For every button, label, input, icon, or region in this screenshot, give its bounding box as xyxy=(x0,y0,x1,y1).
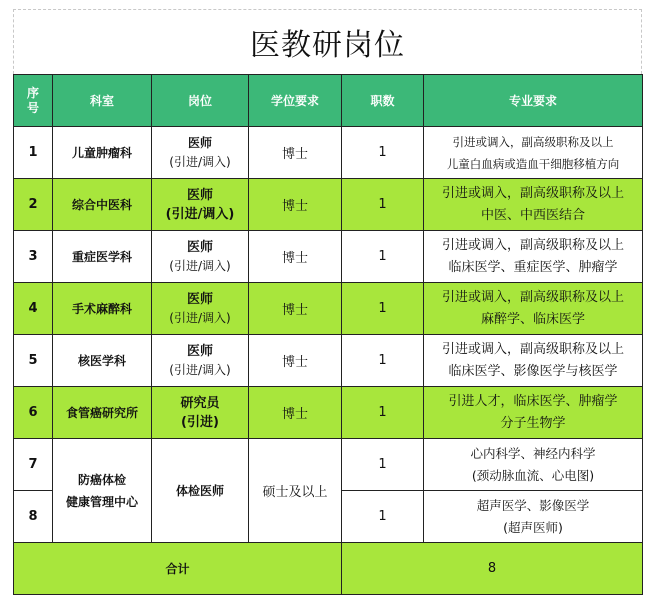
table-row xyxy=(14,283,643,335)
header-dept: 科室 xyxy=(53,75,152,127)
merged-post: 体检医师 xyxy=(152,439,249,543)
total-row xyxy=(14,543,643,595)
row-degree: 博士 xyxy=(249,179,342,231)
row-no: 3 xyxy=(14,231,53,283)
row-dept: 核医学科 xyxy=(53,335,152,387)
table-row xyxy=(14,179,643,231)
header-row xyxy=(14,75,643,127)
row-dept: 综合中医科 xyxy=(53,179,152,231)
header-degree: 学位要求 xyxy=(249,75,342,127)
total-value: 8 xyxy=(342,543,643,595)
positions-table xyxy=(13,74,643,595)
row-dept: 食管癌研究所 xyxy=(53,387,152,439)
row-dept: 儿童肿瘤科 xyxy=(53,127,152,179)
table-row xyxy=(14,231,643,283)
table-row xyxy=(14,387,643,439)
row-count: 1 xyxy=(342,231,424,283)
row-no: 5 xyxy=(14,335,53,387)
row-post: 医师 (引进/调入) xyxy=(152,179,249,231)
row-dept: 手术麻醉科 xyxy=(53,283,152,335)
header-req: 专业要求 xyxy=(424,75,643,127)
row-dept: 重症医学科 xyxy=(53,231,152,283)
table-row xyxy=(14,335,643,387)
table-row xyxy=(14,439,643,491)
row-req: 引进或调入，副高级职称及以上 中医、中西医结合 xyxy=(424,179,643,231)
row-count: 1 xyxy=(342,491,424,543)
row-count: 1 xyxy=(342,179,424,231)
row-req: 超声医学、影像医学 (超声医师) xyxy=(424,491,643,543)
row-req: 引进人才，临床医学、肿瘤学 分子生物学 xyxy=(424,387,643,439)
row-degree: 博士 xyxy=(249,127,342,179)
row-degree: 博士 xyxy=(249,283,342,335)
total-label: 合计 xyxy=(14,543,342,595)
row-count: 1 xyxy=(342,335,424,387)
row-post: 医师 (引进/调入) xyxy=(152,231,249,283)
row-count: 1 xyxy=(342,127,424,179)
header-post: 岗位 xyxy=(152,75,249,127)
row-post: 医师 (引进/调入) xyxy=(152,283,249,335)
row-post: 医师 (引进/调入) xyxy=(152,335,249,387)
row-no: 7 xyxy=(14,439,53,491)
table-row xyxy=(14,127,643,179)
row-post: 研究员 (引进) xyxy=(152,387,249,439)
row-count: 1 xyxy=(342,439,424,491)
row-degree: 博士 xyxy=(249,387,342,439)
row-req: 引进或调入，副高级职称及以上 麻醉学、临床医学 xyxy=(424,283,643,335)
row-req: 心内科学、神经内科学 (颈动脉血流、心电图) xyxy=(424,439,643,491)
row-no: 6 xyxy=(14,387,53,439)
row-req: 引进或调入，副高级职称及以上 临床医学、影像医学与核医学 xyxy=(424,335,643,387)
merged-degree: 硕士及以上 xyxy=(249,439,342,543)
row-req: 引进或调入，副高级职称及以上 儿童白血病或造血干细胞移植方向 xyxy=(424,127,643,179)
job-table-sheet xyxy=(13,9,642,595)
row-req: 引进或调入，副高级职称及以上 临床医学、重症医学、肿瘤学 xyxy=(424,231,643,283)
row-count: 1 xyxy=(342,387,424,439)
merged-dept: 防癌体检 健康管理中心 xyxy=(53,439,152,543)
row-no: 2 xyxy=(14,179,53,231)
row-post: 医师 (引进/调入) xyxy=(152,127,249,179)
header-count: 职数 xyxy=(342,75,424,127)
row-degree: 博士 xyxy=(249,335,342,387)
page-title: 医教研岗位 xyxy=(13,9,642,74)
row-degree: 博士 xyxy=(249,231,342,283)
row-no: 8 xyxy=(14,491,53,543)
row-no: 1 xyxy=(14,127,53,179)
row-no: 4 xyxy=(14,283,53,335)
row-count: 1 xyxy=(342,283,424,335)
header-no: 序号 xyxy=(14,75,53,127)
